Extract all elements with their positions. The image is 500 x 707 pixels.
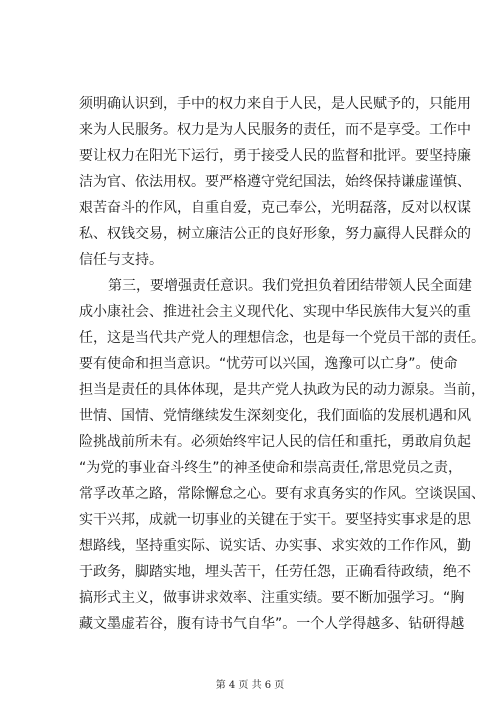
text-line: 搞形式主义，做事讲求效率、注重实绩。要不断加强学习。“胸: [79, 590, 465, 606]
text-line: 私、权钱交易，树立廉洁公正的良好形象，努力赢得人民群众的: [79, 226, 471, 242]
text-line: 信任与支持。: [79, 252, 163, 268]
text-line: 担当是责任的具体体现，是共产党人执政为民的动力源泉。当前，: [79, 382, 485, 398]
paragraph-first-line: 第三，要增强责任意识。我们党担负着团结带领人民全面建: [108, 278, 472, 294]
text-line: 险挑战前所未有。必须始终牢记人民的信任和重托，勇敢肩负起: [79, 434, 471, 450]
text-line: 任，这是当代共产党人的理想信念，也是每一个党员干部的责任。: [79, 330, 485, 346]
text-line: 想路线，坚持重实际、说实话、办实事、求实效的工作作风，勤: [79, 538, 471, 554]
text-line: 来为人民服务。权力是为人民服务的责任，而不是享受。工作中: [79, 122, 471, 138]
text-line: 成小康社会、推进社会主义现代化、实现中华民族伟大复兴的重: [79, 304, 471, 320]
text-line: 藏文墨虚若谷，腹有诗书气自华”。一个人学得越多、钻研得越: [79, 616, 465, 632]
text-line: 于政务，脚踏实地，埋头苦干，任劳任怨，正确看待政绩，绝不: [79, 564, 471, 580]
text-line: 须明确认识到，手中的权力来自于人民，是人民赋予的，只能用: [79, 96, 471, 112]
text-line: 艰苦奋斗的作风，自重自爱，克己奉公，光明磊落，反对以权谋: [79, 200, 471, 216]
text-line: 世情、国情、党情继续发生深刻变化，我们面临的发展机遇和风: [79, 408, 471, 424]
text-line: 洁为官、依法用权。要严格遵守党纪国法，始终保持谦虚谨慎、: [79, 174, 471, 190]
text-line: 要让权力在阳光下运行，勇于接受人民的监督和批评。要坚持廉: [79, 148, 471, 164]
document-body: [79, 91, 485, 637]
text-line: “为党的事业奋斗终生”的神圣使命和崇高责任,常思党员之责，: [79, 460, 462, 476]
text-line: 实干兴邦，成就一切事业的关键在于实干。要坚持实事求是的思: [79, 512, 471, 528]
text-line: 要有使命和担当意识。“忧劳可以兴国，逸豫可以亡身”。使命: [79, 356, 458, 372]
text-line: 常孚改革之路，常除懈怠之心。要有求真务实的作风。空谈误国、: [79, 486, 485, 502]
page-number-footer: 第 4 页 共 6 页: [215, 680, 285, 691]
